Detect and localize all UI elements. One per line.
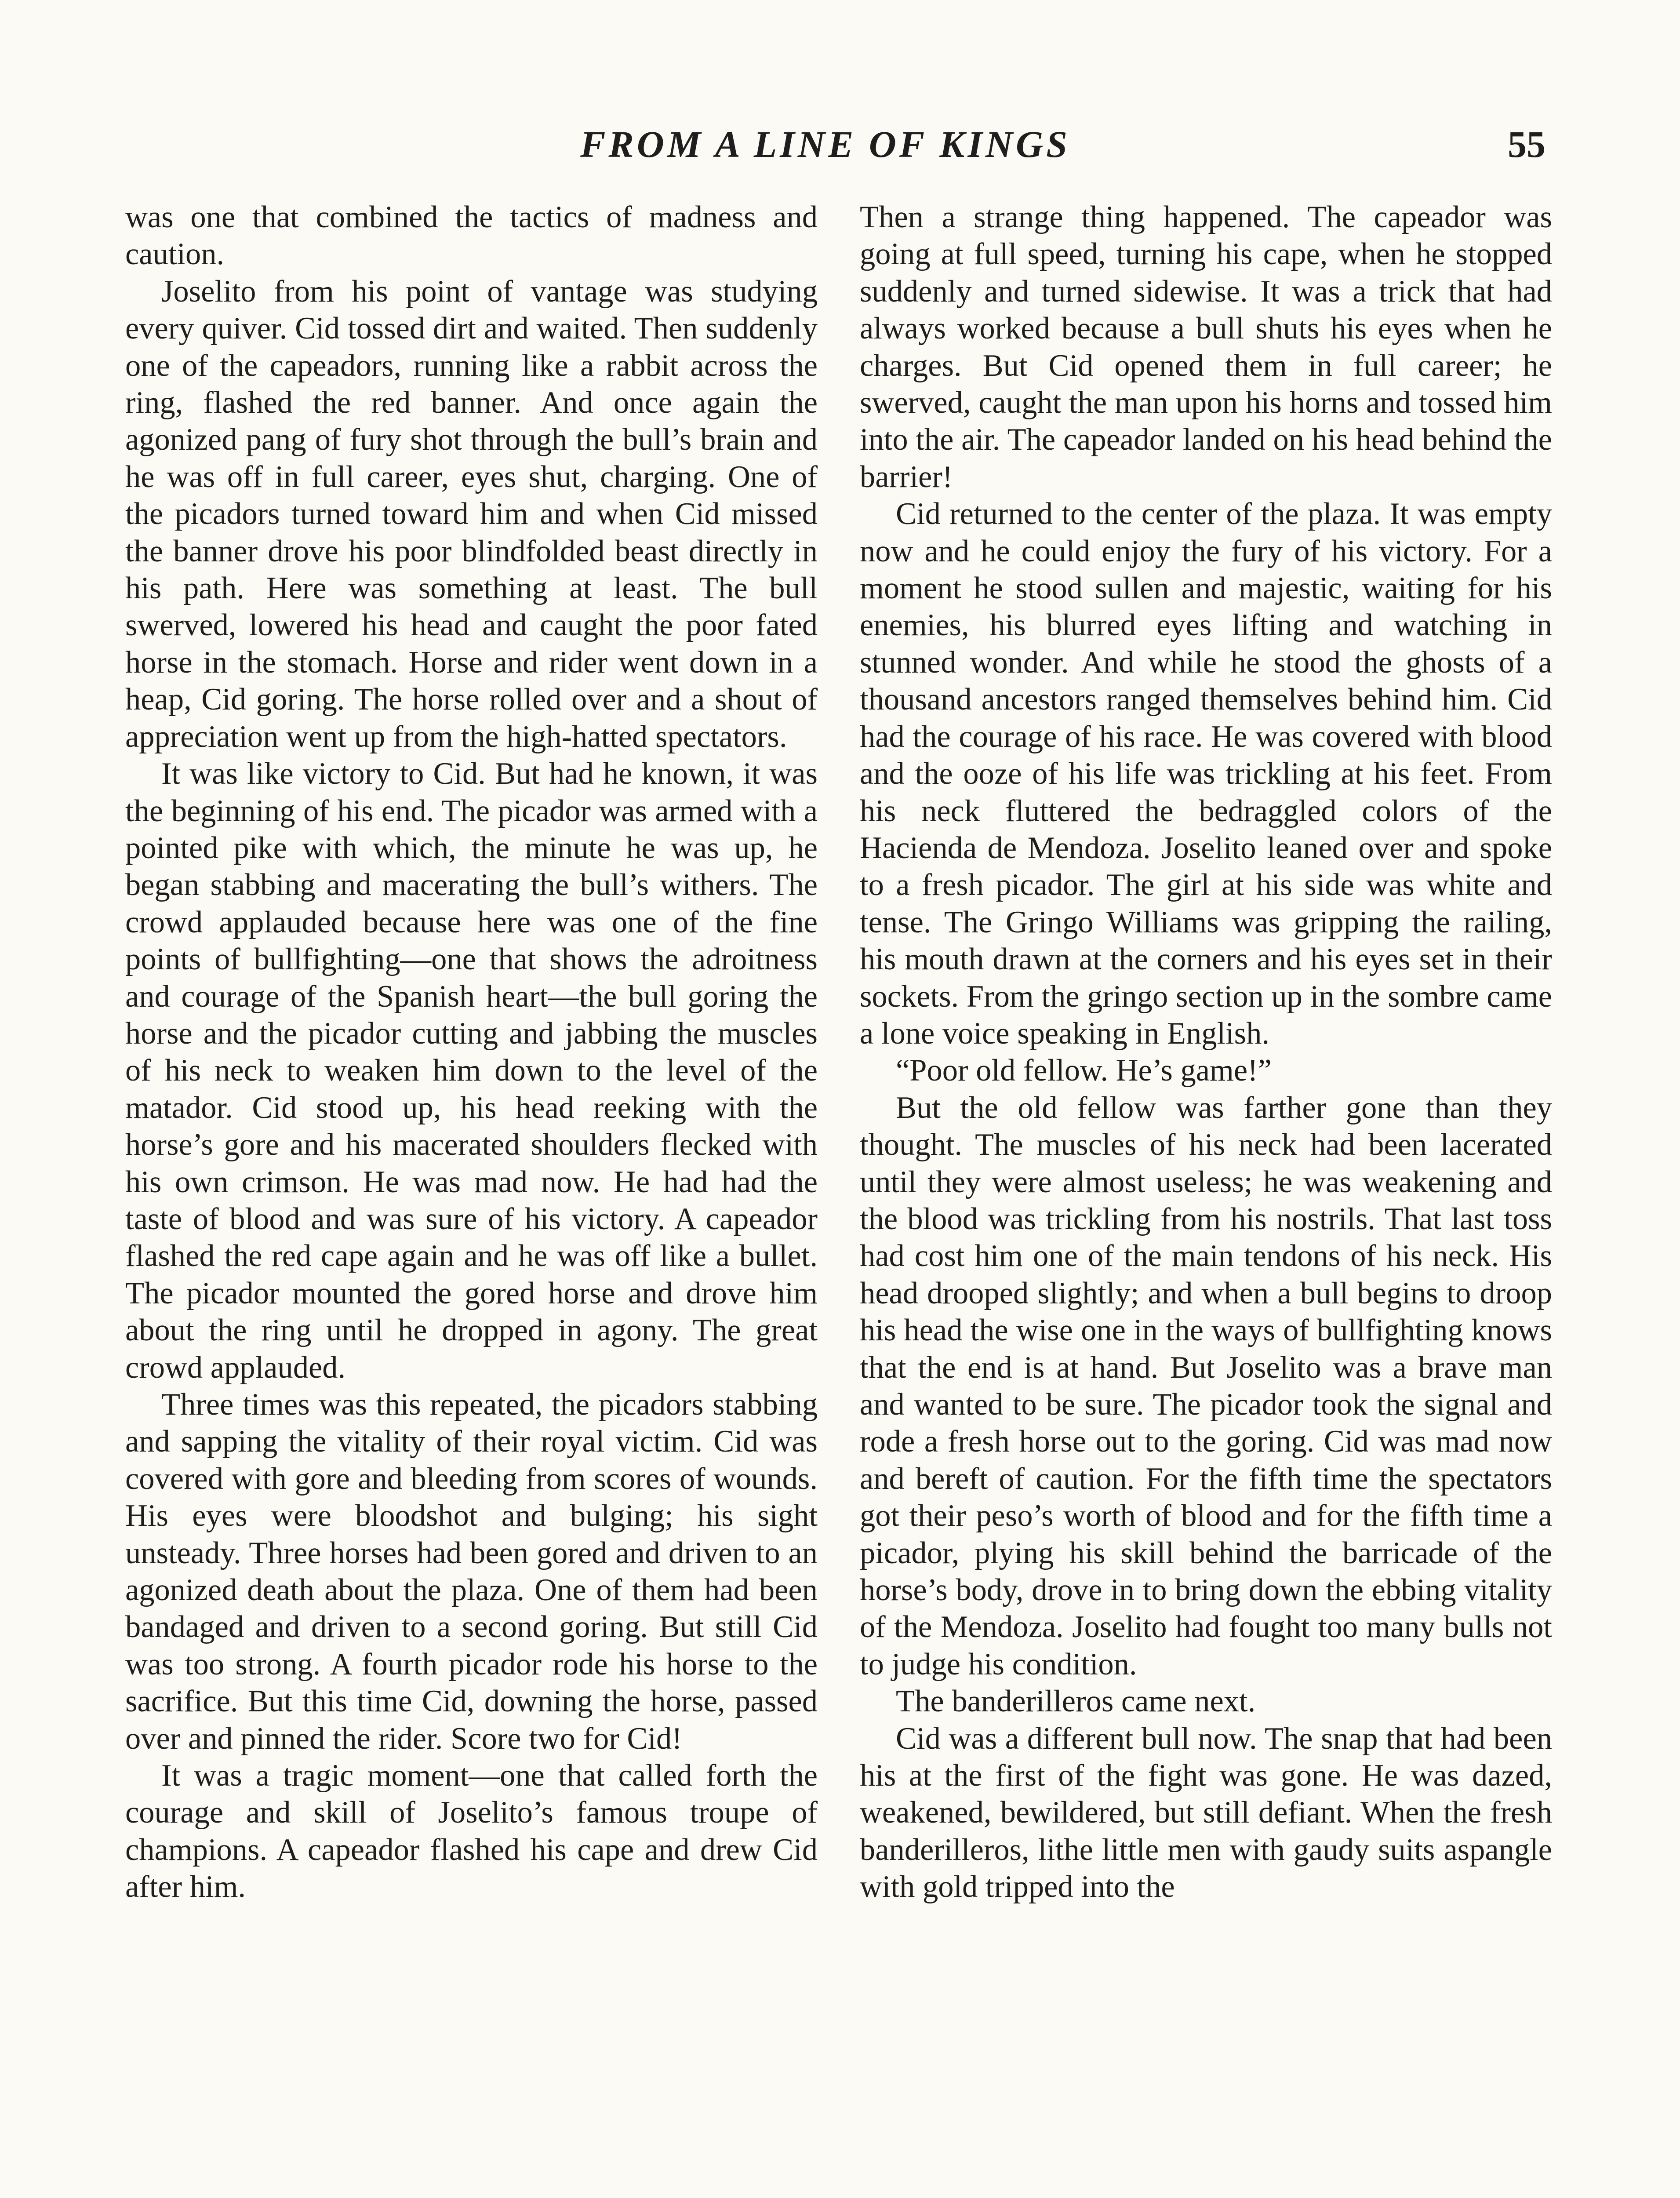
running-head (0, 118, 1680, 171)
right-column (860, 199, 1552, 1906)
paragraph: “Poor old fellow. He’s game!” (896, 1053, 1272, 1088)
paragraph: But the old fellow was farther gone than they thought. The muscles of his neck had been lacerated until they were almost useless; he was weakening and the blood was trickling from his nostrils. That last toss had cost him one of the main tendons of his neck. His head drooped slightly; and when a bull begins to droop his head the wise one in the ways of bullfighting knows that the end is at hand. But Joselito was a brave man and wanted to be sure. The picador took the signal and rode a fresh horse out to the goring. Cid was mad now and bereft of caution. For the fifth time the spectators got their peso’s worth of blood and for the fifth time a picador, plying his skill behind the barricade of the horse’s body, drove in to bring down the ebbing vitality of the Mendoza. Joselito had fought too many bulls not to judge his condition. (860, 1090, 1552, 1681)
paragraph: Cid was a different bull now. The snap that had been his at the first of the fight was gone. He was dazed, weakened, bewildered, but still defiant. When the fresh banderilleros, lithe little men with gaudy suits aspangle with gold tripped into the (860, 1721, 1552, 1904)
paragraph: Then a strange thing happened. The capeador was going at full speed, turning his cape, when he stopped suddenly and turned sidewise. It was a trick that had always worked because a bull shuts his eyes when he charges. But Cid opened them in full career; he swerved, caught the man upon his horns and tossed him into the air. The capeador landed on his head behind the barrier! (860, 200, 1552, 494)
page-number: 55 (1508, 123, 1545, 165)
paragraph: It was like victory to Cid. But had he known, it was the beginning of his end. The picador was armed with a pointed pike with which, the minute he was up, he began stabbing and macerating the bull’s withers. The crowd applauded because here was one of the fine points of bullfighting—one that shows the adroitness and courage of the Spanish heart—the bull goring the horse and the picador cutting and jabbing the muscles of his neck to weaken him down to the level of the matador. Cid stood up, his head reeking with the horse’s gore and his macerated shoulders flecked with his own crimson. He was mad now. He had had the taste of blood and was sure of his victory. A capeador flashed the red cape again and he was off like a bullet. The picador mounted the gored horse and drove him about the ring until he dropped in agony. The great crowd applauded. (125, 757, 818, 1385)
paragraph: The banderilleros came next. (896, 1684, 1256, 1719)
running-title: FROM A LINE OF KINGS (580, 123, 1070, 165)
paragraph: was one that combined the tactics of madness and caution. (125, 200, 818, 272)
paragraph: It was a tragic moment—one that called forth the courage and skill of Joselito’s famous troupe of champions. A capeador flashed his cape and drew Cid after him. (125, 1758, 818, 1904)
left-column (125, 199, 818, 1906)
paragraph: Cid returned to the center of the plaza. It was empty now and he could enjoy the fury of his victory. For a moment he stood sullen and majestic, waiting for his enemies, his blurred eyes lifting and watching in stunned wonder. And while he stood the ghosts of a thousand ancestors ranged themselves behind him. Cid had the courage of his race. He was covered with blood and the ooze of his life was trickling at his feet. From his neck fluttered the bedraggled colors of the Hacienda de Mendoza. Joselito leaned over and spoke to a fresh picador. The girl at his side was white and tense. The Gringo Williams was gripping the railing, his mouth drawn at the corners and his eyes set in their sockets. From the gringo section up in the sombre came a lone voice speaking in English. (860, 497, 1552, 1051)
paragraph: Three times was this repeated, the picadors stabbing and sapping the vitality of their royal victim. Cid was covered with gore and bleeding from scores of wounds. His eyes were bloodshot and bulging; his sight unsteady. Three horses had been gored and driven to an agonized death about the plaza. One of them had been bandaged and driven to a second goring. But still Cid was too strong. A fourth picador rode his horse to the sacrifice. But this time Cid, downing the horse, passed over and pinned the rider. Score two for Cid! (125, 1387, 818, 1756)
paragraph: Joselito from his point of vantage was studying every quiver. Cid tossed dirt and waited. Then suddenly one of the capeadors, running like a rabbit across the ring, flashed the red banner. And once again the agonized pang of fury shot through the bull’s brain and he was off in full career, eyes shut, charging. One of the picadors turned toward him and when Cid missed the banner drove his poor blindfolded beast directly in his path. Here was something at least. The bull swerved, lowered his head and caught the poor fated horse in the stomach. Horse and rider went down in a heap, Cid goring. The horse rolled over and a shout of appreciation went up from the high-hatted spectators. (125, 274, 818, 754)
